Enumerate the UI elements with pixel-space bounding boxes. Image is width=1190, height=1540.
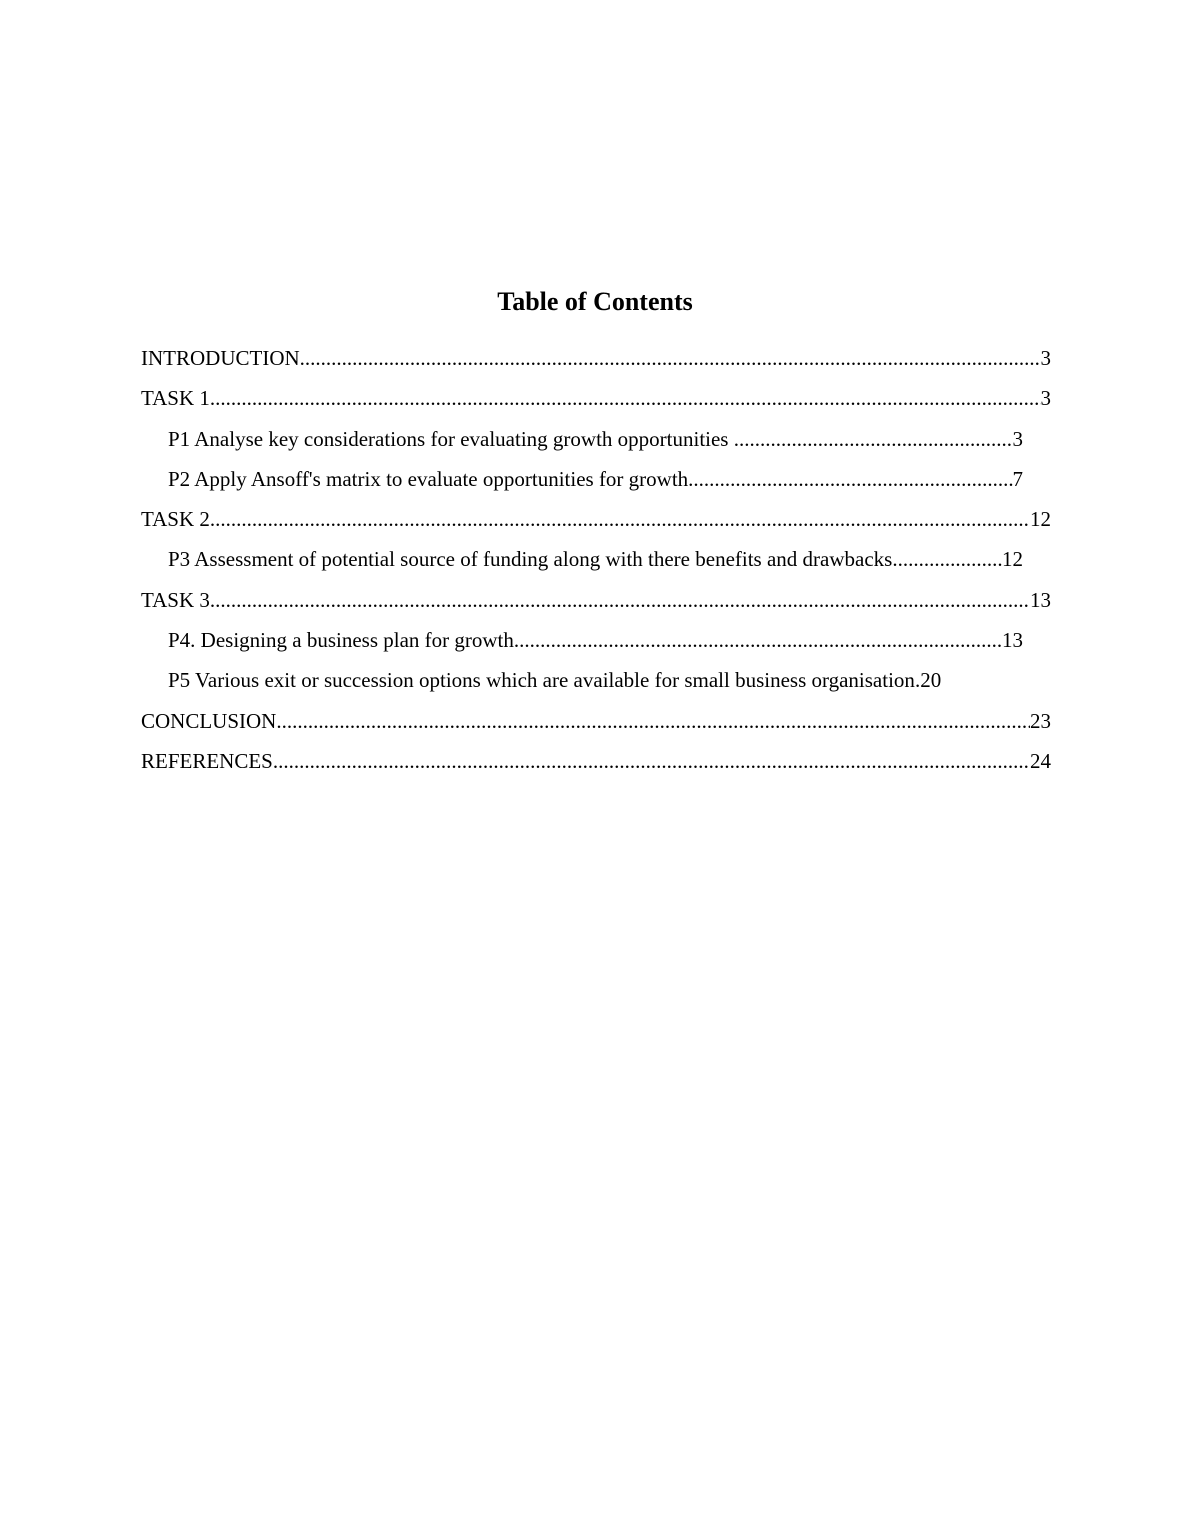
toc-entry-label: INTRODUCTION	[141, 346, 300, 370]
toc-entry-p4[interactable]	[168, 622, 1023, 662]
toc-entry-separator: .	[914, 668, 921, 693]
toc-entry-label: TASK 1	[141, 386, 210, 411]
toc-entry-label: P3 Assessment of potential source of funding along with there benefits and drawbacks	[168, 547, 893, 572]
toc-list	[141, 340, 1051, 783]
toc-entry-label: P4. Designing a business plan for growth	[168, 628, 514, 653]
toc-entry-label: P5 Various exit or succession options which are available for small business organisation	[168, 668, 915, 693]
toc-entry-page-number: 13	[1030, 587, 1051, 612]
dot-leader	[210, 582, 1030, 618]
toc-entry-page-number: 7	[1012, 466, 1023, 491]
toc-entry-task-1[interactable]	[141, 380, 1051, 420]
toc-entry-label: TASK 3	[141, 587, 210, 612]
toc-entry-label: P2 Apply Ansoff's matrix to evaluate opportunities for growth	[168, 466, 689, 491]
toc-entry-page-number: 20	[920, 668, 942, 693]
toc-entry-p1[interactable]	[168, 421, 1023, 461]
toc-entry-label: TASK 2	[141, 507, 210, 532]
toc-entry-page-number: 3	[1040, 346, 1051, 370]
dot-leader	[734, 421, 1013, 457]
toc-entry-p5[interactable]	[168, 662, 1031, 702]
toc-entry-p2[interactable]	[168, 461, 1023, 501]
toc-entry-page-number: 23	[1030, 708, 1051, 733]
toc-entry-p3[interactable]	[168, 541, 1023, 581]
dot-leader	[210, 501, 1030, 537]
toc-entry-label: P1 Analyse key considerations for evaluating growth opportunities	[168, 426, 734, 451]
toc-entry-references[interactable]	[141, 743, 1051, 783]
dot-leader	[210, 380, 1041, 416]
dot-leader	[273, 743, 1030, 779]
toc-title: Table of Contents	[497, 287, 693, 316]
toc-entry-conclusion[interactable]	[141, 703, 1051, 743]
toc-entry-task-3[interactable]	[141, 582, 1051, 622]
toc-entry-introduction[interactable]	[141, 340, 1051, 380]
dot-leader	[276, 703, 1030, 739]
toc-entry-page-number: 13	[1002, 628, 1023, 653]
toc-entry-label: REFERENCES	[141, 748, 273, 773]
dot-leader	[688, 461, 1012, 497]
toc-entry-page-number: 12	[1030, 507, 1051, 532]
toc-entry-page-number: 3	[1040, 386, 1051, 411]
dot-leader	[892, 541, 1002, 577]
toc-entry-page-number: 24	[1030, 748, 1051, 773]
toc-entry-page-number: 12	[1002, 547, 1023, 572]
toc-entry-page-number: 3	[1012, 426, 1023, 451]
toc-entry-task-2[interactable]	[141, 501, 1051, 541]
dot-leader	[514, 622, 1002, 658]
dot-leader	[300, 340, 1041, 376]
toc-entry-label: CONCLUSION	[141, 708, 277, 733]
